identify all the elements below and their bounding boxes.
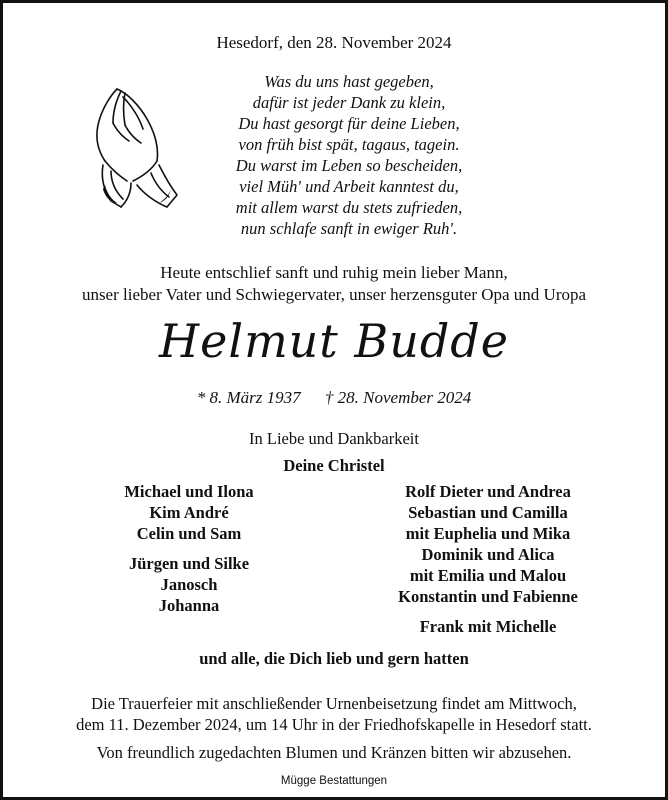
undertaker-name: Mügge Bestattungen <box>280 775 388 787</box>
mourner-name: Kim André <box>149 503 229 522</box>
poem-line: viel Müh' und Arbeit kanntest du, <box>239 177 459 196</box>
mourner-name: Janosch <box>160 575 218 594</box>
mourner-name: Frank mit Michelle <box>419 617 557 636</box>
poem <box>183 71 515 239</box>
mourner-name: mit Emilia und Malou <box>409 566 567 585</box>
mourner-name: Johanna <box>158 596 220 615</box>
mourner-name: Konstantin und Fabienne <box>398 587 578 606</box>
mourner-name: Jürgen und Silke <box>128 554 250 573</box>
poem-line: nun schlafe sanft in ewiger Ruh'. <box>240 219 458 238</box>
poem-line: mit allem warst du stets zufrieden, <box>235 198 463 217</box>
all-mourners-line: und alle, die Dich lieb und gern hatten <box>199 649 469 668</box>
mourner-name: Dominik und Alica <box>421 545 555 564</box>
life-dates <box>3 388 665 408</box>
thanks-line: In Liebe und Dankbarkeit <box>249 429 419 448</box>
flowers-note: Von freundlich zugedachten Blumen und Kränzen bitten wir abzusehen. <box>96 743 572 762</box>
deceased-name: Helmut Budde <box>159 314 509 368</box>
service-line: dem 11. Dezember 2024, um 14 Uhr in der Friedhofskapelle in Hesedorf statt. <box>76 715 592 734</box>
mourner-name: Rolf Dieter und Andrea <box>405 482 571 501</box>
mourners-right-column <box>357 481 619 637</box>
praying-hands-icon <box>87 85 183 213</box>
mourner-name: mit Euphelia und Mika <box>405 524 571 543</box>
service-line: Die Trauerfeier mit anschließender Urnenbeisetzung findet am Mittwoch, <box>91 694 577 713</box>
intro-text <box>3 262 665 306</box>
intro-line: Heute entschlief sanft und ruhig mein lieber Mann, <box>160 263 508 282</box>
mourner-name: Michael und Ilona <box>124 482 254 501</box>
birth-date: * 8. März 1937 <box>196 388 301 407</box>
wife-name: Deine Christel <box>283 456 385 475</box>
mourners-left-column <box>73 481 305 616</box>
poem-line: Du warst im Leben so bescheiden, <box>235 156 463 175</box>
intro-line: unser lieber Vater und Schwiegervater, unser herzensguter Opa und Uropa <box>81 285 587 304</box>
place-date: Hesedorf, den 28. November 2024 <box>216 33 452 52</box>
poem-line: von früh bist spät, tagaus, tagein. <box>238 135 460 154</box>
death-date: † 28. November 2024 <box>324 388 472 407</box>
mourner-name: Celin und Sam <box>136 524 242 543</box>
poem-line: Was du uns hast gegeben, <box>264 72 434 91</box>
poem-line: Du hast gesorgt für deine Lieben, <box>238 114 460 133</box>
poem-line: dafür ist jeder Dank zu klein, <box>252 93 446 112</box>
mourner-name: Sebastian und Camilla <box>408 503 568 522</box>
service-info <box>3 693 665 735</box>
